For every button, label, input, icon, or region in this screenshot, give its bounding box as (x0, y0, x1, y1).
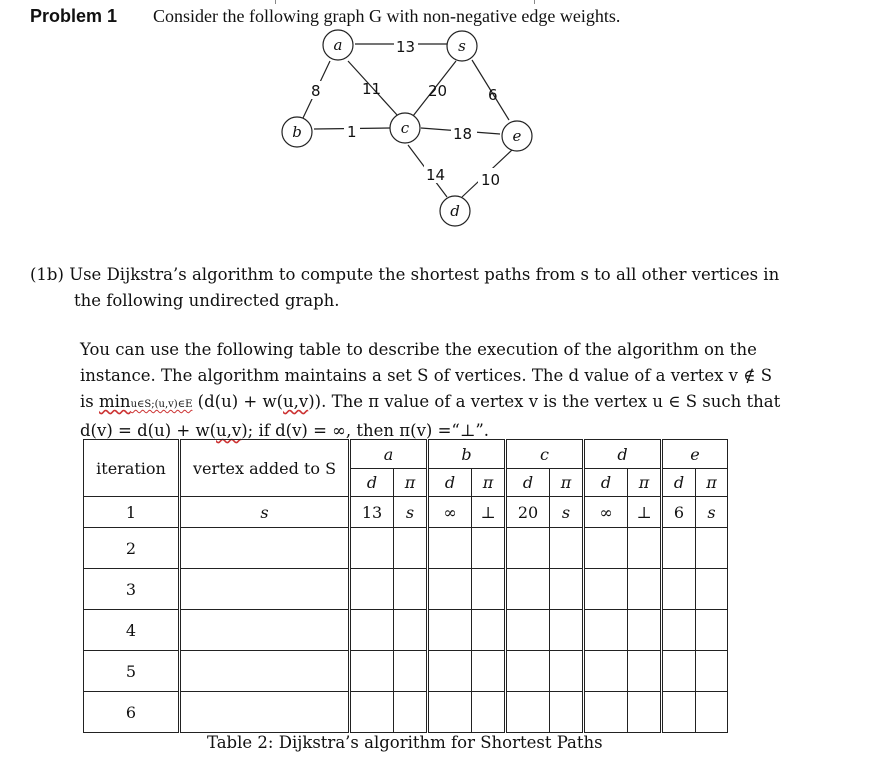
instructions-paragraph (80, 337, 800, 444)
header-vertex-added: vertex added to S (180, 440, 350, 497)
cell-e-pi[interactable] (696, 651, 728, 692)
edge-weight-a-s: 13 (396, 38, 416, 56)
cell-d-pi[interactable] (628, 651, 662, 692)
question-part-label: (1b) (30, 265, 64, 284)
cell-b-pi[interactable]: ⊥ (472, 497, 506, 528)
svg-text:d: d (450, 202, 460, 220)
cell-d-d[interactable] (584, 569, 628, 610)
table-row (84, 692, 728, 733)
iteration-cell: 1 (84, 497, 180, 528)
cell-d-d[interactable] (584, 651, 628, 692)
cell-e-d[interactable] (662, 569, 696, 610)
vertex-added-cell[interactable]: s (180, 497, 350, 528)
subheader-c-d: d (506, 469, 550, 497)
cell-a-d[interactable] (350, 528, 394, 569)
cell-a-pi[interactable]: s (394, 497, 428, 528)
cell-c-d[interactable] (506, 569, 550, 610)
edge-weight-a-c: 11 (362, 80, 382, 98)
edge-weight-c-e: 18 (453, 125, 473, 143)
edge-weight-a-b: 8 (311, 82, 321, 100)
cell-c-d[interactable] (506, 610, 550, 651)
cell-a-d[interactable]: 13 (350, 497, 394, 528)
vertex-added-cell[interactable] (180, 610, 350, 651)
table-row (84, 610, 728, 651)
graph-node-b (282, 117, 312, 147)
graph-node-d (440, 196, 470, 226)
cell-a-pi[interactable] (394, 528, 428, 569)
cell-d-pi[interactable] (628, 692, 662, 733)
vertex-added-cell[interactable] (180, 528, 350, 569)
header-vertex-a: a (350, 440, 428, 469)
subheader-a-pi: π (394, 469, 428, 497)
cell-e-pi[interactable] (696, 610, 728, 651)
cell-d-d[interactable] (584, 528, 628, 569)
svg-text:a: a (333, 36, 343, 54)
cell-e-d[interactable]: 6 (662, 497, 696, 528)
cell-e-d[interactable] (662, 692, 696, 733)
edge-weight-e-d: 10 (481, 171, 501, 189)
edge-weight-c-d: 14 (426, 166, 446, 184)
header-vertex-c: c (506, 440, 584, 469)
subheader-e-pi: π (696, 469, 728, 497)
cell-e-d[interactable] (662, 651, 696, 692)
iteration-cell: 5 (84, 651, 180, 692)
cell-b-d[interactable] (428, 569, 472, 610)
question-line-1: Use Dijkstra’s algorithm to compute the shortest paths from s to all other vertices in (69, 265, 780, 284)
problem-statement: Consider the following graph G with non-negative edge weights. (153, 6, 621, 26)
table-row (84, 651, 728, 692)
cell-b-d[interactable] (428, 692, 472, 733)
cell-e-d[interactable] (662, 528, 696, 569)
cell-c-d[interactable]: 20 (506, 497, 550, 528)
problem-label: Problem 1 (30, 6, 118, 26)
cell-c-d[interactable] (506, 528, 550, 569)
cell-b-d[interactable]: ∞ (428, 497, 472, 528)
paragraph-line-3: is minu∈S;(u,v)∈E (d(u) + w(u,v)). The π value of a vertex v is the vertex u ∈ S such that (80, 392, 781, 411)
cell-c-d[interactable] (506, 651, 550, 692)
dijkstra-table (83, 439, 728, 733)
cell-d-pi[interactable] (628, 610, 662, 651)
question-line-2: the following undirected graph. (74, 291, 340, 310)
cell-a-pi[interactable] (394, 569, 428, 610)
cell-a-d[interactable] (350, 651, 394, 692)
table-caption: Table 2: Dijkstra’s algorithm for Shortest Paths (207, 733, 603, 752)
table-row (84, 497, 728, 528)
header-vertex-b: b (428, 440, 506, 469)
cell-c-pi[interactable] (550, 569, 584, 610)
cell-e-pi[interactable]: s (696, 497, 728, 528)
subheader-b-pi: π (472, 469, 506, 497)
graph-node-a (323, 30, 353, 60)
subheader-e-d: d (662, 469, 696, 497)
svg-text:b: b (292, 123, 302, 141)
cell-d-d[interactable] (584, 610, 628, 651)
cell-b-pi[interactable] (472, 569, 506, 610)
graph-node-s (447, 31, 477, 61)
cell-d-pi[interactable]: ⊥ (628, 497, 662, 528)
cell-a-d[interactable] (350, 569, 394, 610)
subheader-d-pi: π (628, 469, 662, 497)
iteration-cell: 2 (84, 528, 180, 569)
cell-a-pi[interactable] (394, 610, 428, 651)
header-vertex-e: e (662, 440, 728, 469)
graph-node-c (390, 113, 420, 143)
paragraph-line-4: d(v) = d(u) + w(u,v); if d(v) = ∞, then π(v) =“⊥”. (80, 421, 490, 440)
edge-weight-s-c: 20 (428, 82, 448, 100)
iteration-cell: 4 (84, 610, 180, 651)
cell-d-pi[interactable] (628, 528, 662, 569)
question-1b (30, 262, 810, 314)
svg-text:s: s (458, 37, 466, 55)
paragraph-line-1: You can use the following table to describe the execution of the algorithm on the (80, 340, 757, 359)
cell-e-pi[interactable] (696, 528, 728, 569)
cell-b-d[interactable] (428, 528, 472, 569)
cell-c-pi[interactable] (550, 528, 584, 569)
cell-d-d[interactable]: ∞ (584, 497, 628, 528)
cell-c-pi[interactable] (550, 610, 584, 651)
subheader-b-d: d (428, 469, 472, 497)
svg-text:e: e (512, 127, 522, 145)
edge-weight-b-c: 1 (347, 123, 357, 141)
cell-a-d[interactable] (350, 610, 394, 651)
vertex-added-cell[interactable] (180, 651, 350, 692)
cell-a-pi[interactable] (394, 692, 428, 733)
dijkstra-table-body (84, 497, 728, 733)
cell-a-pi[interactable] (394, 651, 428, 692)
subheader-c-pi: π (550, 469, 584, 497)
paragraph-line-2: instance. The algorithm maintains a set S of vertices. The d value of a vertex v ∉ S (80, 366, 773, 385)
cell-b-d[interactable] (428, 651, 472, 692)
iteration-cell: 3 (84, 569, 180, 610)
cell-b-pi[interactable] (472, 651, 506, 692)
cell-c-pi[interactable] (550, 692, 584, 733)
cell-e-pi[interactable] (696, 692, 728, 733)
cell-b-d[interactable] (428, 610, 472, 651)
header-vertex-d: d (584, 440, 662, 469)
cell-c-pi[interactable]: s (550, 497, 584, 528)
cell-a-d[interactable] (350, 692, 394, 733)
iteration-cell: 6 (84, 692, 180, 733)
vertex-added-cell[interactable] (180, 692, 350, 733)
table-row (84, 528, 728, 569)
cell-e-pi[interactable] (696, 569, 728, 610)
cell-b-pi[interactable] (472, 692, 506, 733)
subheader-d-d: d (584, 469, 628, 497)
cell-e-d[interactable] (662, 610, 696, 651)
cell-b-pi[interactable] (472, 528, 506, 569)
header-iteration: iteration (84, 440, 180, 497)
edge-weight-s-e: 6 (488, 86, 498, 104)
cell-d-pi[interactable] (628, 569, 662, 610)
table-row (84, 569, 728, 610)
vertex-added-cell[interactable] (180, 569, 350, 610)
svg-text:c: c (400, 119, 410, 137)
graph-node-e (502, 121, 532, 151)
cell-b-pi[interactable] (472, 610, 506, 651)
weighted-graph-diagram (0, 0, 875, 260)
subheader-a-d: d (350, 469, 394, 497)
cell-c-d[interactable] (506, 692, 550, 733)
cell-c-pi[interactable] (550, 651, 584, 692)
cell-d-d[interactable] (584, 692, 628, 733)
